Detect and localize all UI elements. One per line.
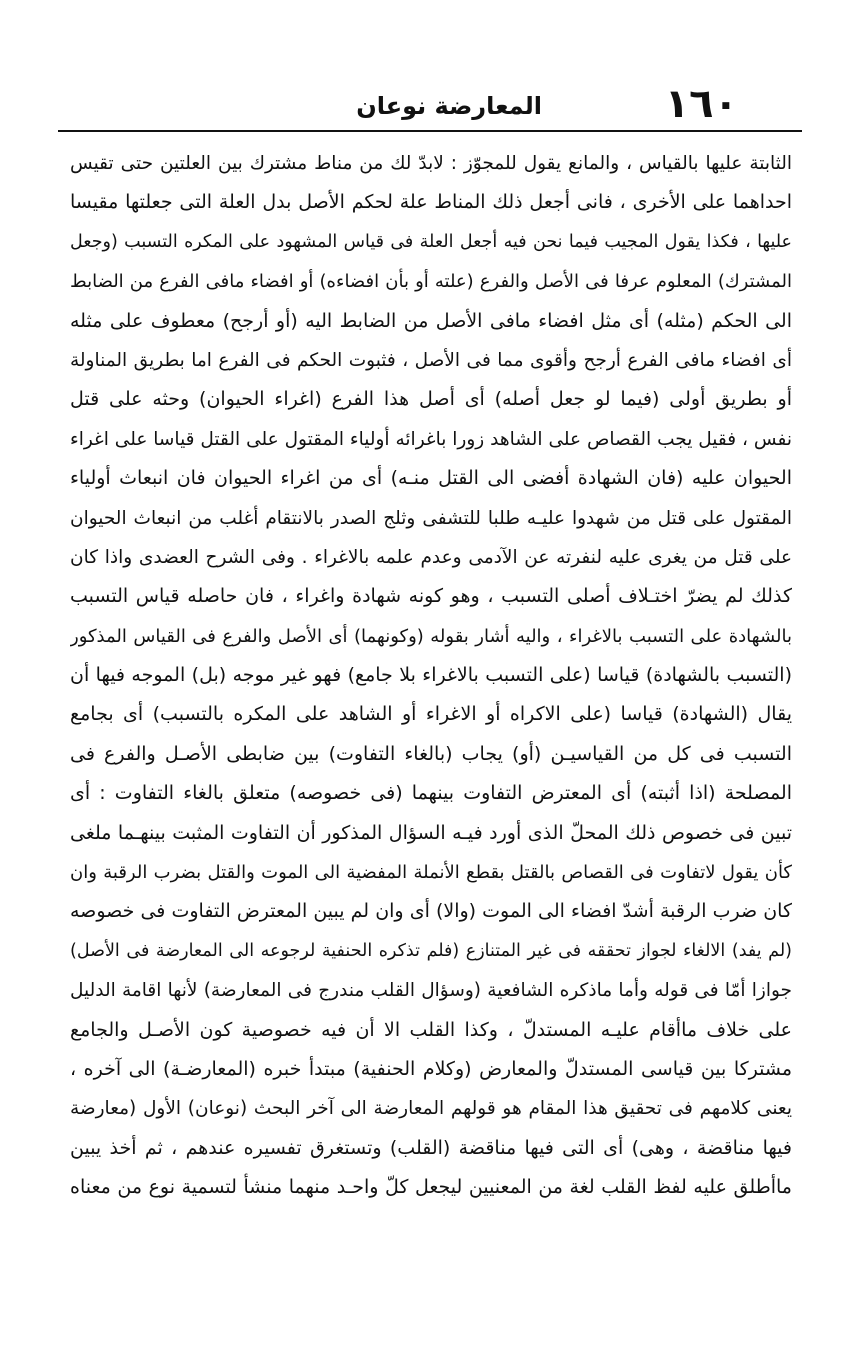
text-line: فيها مناقضة ، وهى) أى التى فيها مناقضة (القلب) وتستغرق تفسيره عندهم ، ثم أخذ يبين: [70, 1136, 792, 1159]
text-line: يقال (الشهادة) قياسا (على الاكراه أو الاغراء أو الشاهد على المكره بالتسبب) أى بجامع: [70, 703, 792, 726]
text-line: أى افضاء مافى الفرع أرجح وأقوى مما فى الأصل ، فثبوت الحكم فى الفرع اما بطريق المناولة: [70, 349, 792, 371]
text-line: احداهما على الأخرى ، فانى أجعل ذلك المناط علة لحكم الأصل بدل العلة التى جعلتها مقيسا: [70, 191, 792, 214]
text-line: التسبب فى كل من القياسيـن (أو) يجاب (بالغاء التفاوت) بين ضابطى الأصـل والفرع فى: [70, 742, 792, 765]
text-line: كأن يقول لاتفاوت فى القصاص بالقتل بقطع الأنملة المفضية الى الموت والقتل بضرب الرقبة وان: [70, 862, 792, 884]
text-line: جوازا أمّا فى قوله وأما ماذكره الشافعية (وسؤال القلب مندرج فى المعارضة) لأنها اقامة الدليل: [70, 980, 792, 1002]
text-line: الى الحكم (مثله) أى مثل افضاء مافى الأصل من الضابط اليه (أو أرجح) معطوف على مثله: [70, 309, 792, 332]
text-line: على خلاف ماأقام عليـه المستدلّ ، وكذا القلب الا أن فيه خصوصية كون الأصـل والجامع: [70, 1018, 792, 1041]
body-text: [70, 144, 792, 1208]
text-line: يعنى كلامهم فى تحقيق هذا المقام هو قولهم المعارضة الى آخر البحث (نوعان) الأول (معارضة: [70, 1098, 792, 1120]
text-line: المصلحة (اذا أثبته) أى المعترض التفاوت بينهما (فى خصوصه) متعلق بالغاء التفاوت : أى: [70, 782, 792, 805]
text-line: مشتركا بين قياسى المستدلّ والمعارض (وكلام الحنفية) مبتدأ خبره (المعارضـة) الى آخره ،: [70, 1057, 792, 1080]
text-line: نفس ، فقيل يجب القصاص على الشاهد زورا باغرائه أولياء المقتول على القتل قياسا على اغراء: [70, 428, 792, 450]
text-line: الثابتة عليها بالقياس ، والمانع يقول للمجوّز : لابدّ لك من مناط مشترك بين العلتين حتى تقيس: [70, 153, 792, 174]
text-line: المقتول على قتل من شهدوا عليـه طلبا للتشفى وثلج الصدر بالانتقام أغلب من انبعاث الحيوان: [70, 507, 792, 529]
text-line: الحيوان عليه (فان الشهادة أفضى الى القتل منـه) أى من اغراء الحيوان فان انبعاث أولياء: [70, 467, 792, 490]
text-line: تبين فى خصوص ذلك المحلّ الذى أورد فيـه السؤال المذكور أن التفاوت المثبت بينهـما ملغى: [70, 821, 792, 844]
page-header: [66, 82, 798, 128]
text-line: عليها ، فكذا يقول المجيب فيما نحن فيه أجعل العلة فى قياس المشهود على المكره التسبب (وجعل: [70, 231, 792, 252]
text-line: كان ضرب الرقبة أشدّ افضاء الى الموت (والا) أى وان لم يبين المعترض التفاوت فى خصوصه: [70, 900, 792, 923]
text-line: (لم يفد) الالغاء لجواز تحققه فى غير المتنازع (فلم تذكره الحنفية لرجوعه الى المعارضة فى الأصل): [70, 940, 792, 961]
text-line: بالشهادة على التسبب بالاغراء ، واليه أشار بقوله (وكونهما) أى الأصل والفرع فى القياس المذكور: [70, 625, 792, 647]
header-rule: [58, 130, 802, 132]
text-line: المشترك) المعلوم عرفا فى الأصل والفرع (علته أو بأن افضاءه) أو افضاء مافى الفرع من الضابط: [70, 271, 792, 293]
running-title: المعارضة نوعان: [356, 92, 542, 120]
text-line: كذلك لم يضرّ اختـلاف أصلى التسبب ، وهو كونه شهادة واغراء ، فان حاصله قياس التسبب: [70, 585, 792, 608]
text-line: أو بطريق أولى (فيما لو جعل أصله) أى أصل هذا الفرع (اغراء الحيوان) وحثه على قتل: [70, 388, 792, 411]
text-line: على قتل من يغرى عليه لنفرته عن الآدمى وعدم علمه بالاغراء . وفى الشرح العضدى واذا كان: [70, 546, 792, 568]
text-line: ماأطلق عليه لفظ القلب لغة من المعنيين ليجعل كلّ واحـد منهما منشأ لتسمية نوع من معناه: [70, 1176, 792, 1199]
text-line: (التسبب بالشهادة) قياسا (على التسبب بالاغراء بلا جامع) فهو غير موجه (بل) الموجه فيها أن: [70, 664, 792, 687]
page-number: ١٦٠: [664, 81, 738, 127]
